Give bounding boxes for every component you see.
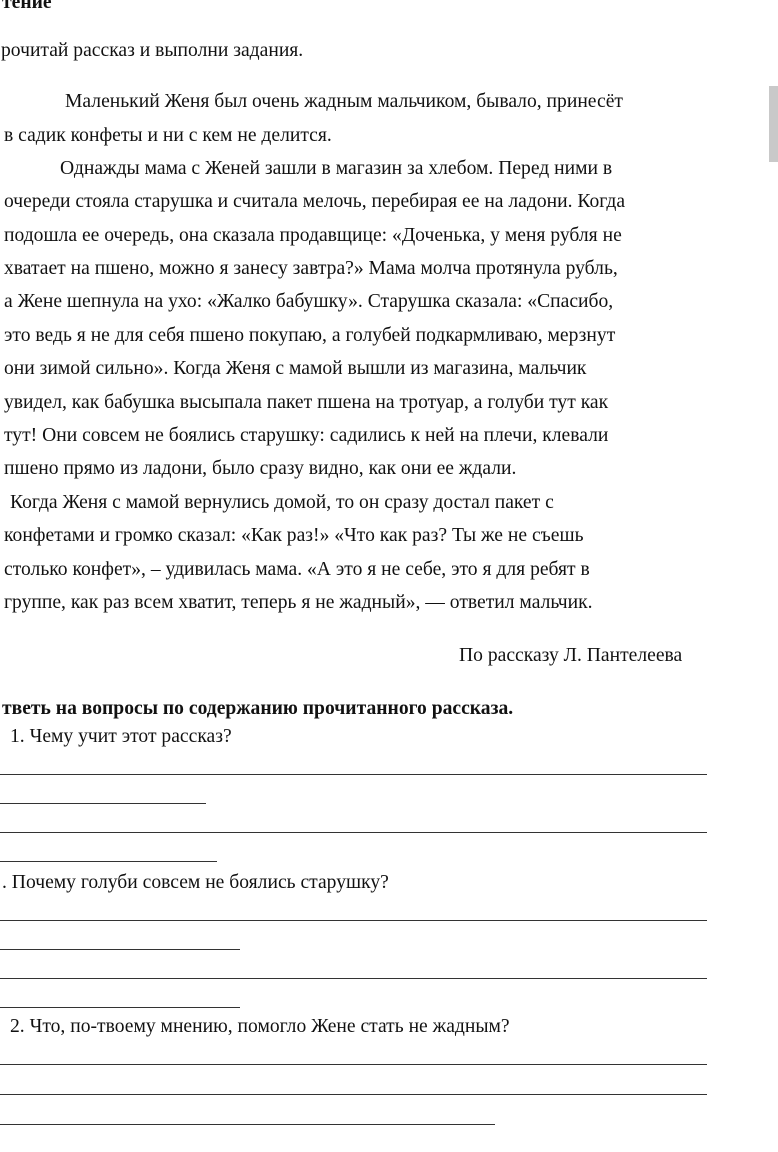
story-line: это ведь я не для себя пшено покупаю, а голубей подкармливаю, мерзнут [4,325,616,346]
story-line: в садик конфеты и ни с кем не делится. [4,125,332,146]
story-attribution: По рассказу Л. Пантелеева [459,645,683,666]
story-line: хватает на пшено, можно я занесу завтра?» Мама молча протянула рубль, [4,258,618,279]
story-line: а Жене шепнула на ухо: «Жалко бабушку». Старушка сказала: «Спасибо, [4,291,614,312]
question-1: 1. Чему учит этот рассказ? [10,726,232,747]
story-line: столько конфет», – удивилась мама. «А это я не себе, это я для ребят в [4,559,590,580]
answer-line [0,774,707,775]
story-line: тут! Они совсем не боялись старушку: садились к ней на плечи, клевали [4,425,609,446]
questions-heading: тветь на вопросы по содержанию прочитанного рассказа. [2,698,514,719]
answer-line [0,1064,707,1065]
story-line: Когда Женя с мамой вернулись домой, то он сразу достал пакет с [10,492,554,513]
instruction-text: рочитай рассказ и выполни задания. [1,40,304,61]
story-line: Однажды мама с Женей зашли в магазин за хлебом. Перед ними в [60,158,613,179]
answer-line [0,920,707,921]
story-line: увидел, как бабушка высыпала пакет пшена на тротуар, а голуби тут как [4,392,609,413]
answer-line [0,803,206,804]
section-heading: тение [2,0,52,13]
answer-line [0,1124,495,1125]
answer-line [0,1094,707,1095]
answer-line [0,949,240,950]
story-line: они зимой сильно». Когда Женя с мамой вышли из магазина, мальчик [4,358,587,379]
question-2: . Почему голуби совсем не боялись старушку? [2,872,389,893]
story-line: подошла ее очередь, она сказала продавщице: «Доченька, у меня рубля не [4,225,622,246]
question-3: 2. Что, по-твоему мнению, помогло Жене стать не жадным? [10,1016,510,1037]
answer-line [0,832,707,833]
story-line: конфетами и громко сказал: «Как раз!» «Что как раз? Ты же не съешь [4,525,584,546]
answer-line [0,1007,240,1008]
answer-line [0,861,217,862]
answer-line [0,978,707,979]
story-line: пшено прямо из ладони, было сразу видно, как они ее ждали. [4,458,517,479]
story-line: очереди стояла старушка и считала мелочь, перебирая ее на ладони. Когда [4,191,626,212]
scrollbar-thumb[interactable] [769,86,778,162]
story-line: Маленький Женя был очень жадным мальчиком, бывало, принесёт [65,91,623,112]
story-line: группе, как раз всем хватит, теперь я не жадный», — ответил мальчик. [4,592,593,613]
